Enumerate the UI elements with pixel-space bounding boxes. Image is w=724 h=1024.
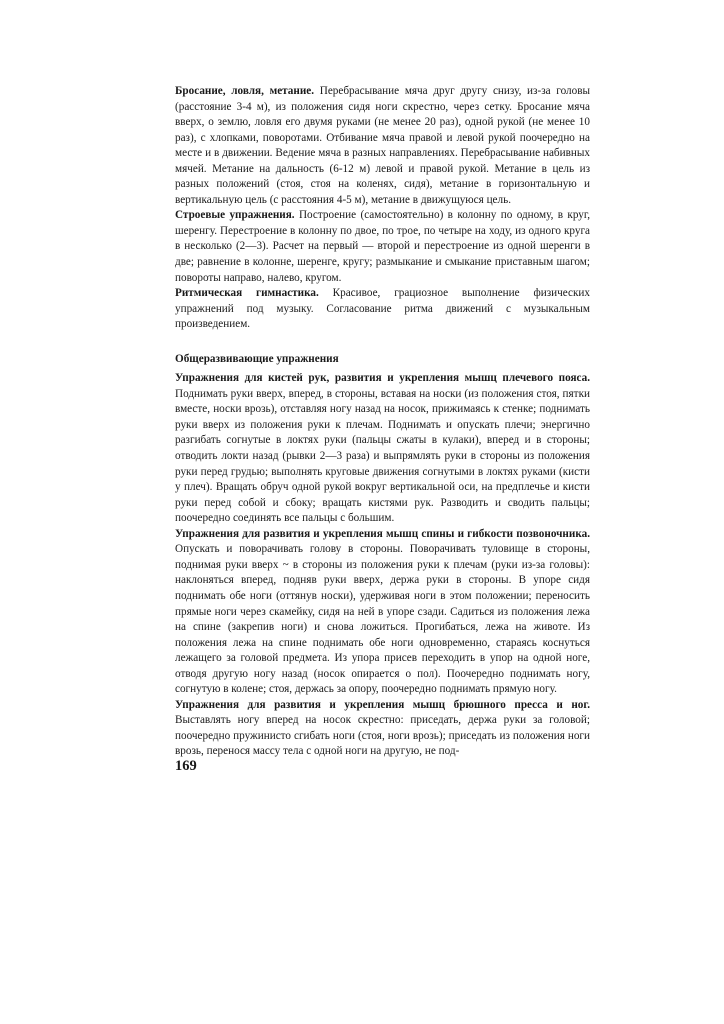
paragraph-text: Красивое, грациозное выполнение физических упражнений под музыку. Согласование ритма движений с музыкальным произведением. — [175, 287, 590, 331]
paragraph-title: Ритмическая гимнастика. — [175, 287, 319, 300]
paragraph-back — [175, 527, 590, 698]
text-block-1 — [175, 84, 590, 333]
paragraph-drill — [175, 208, 590, 286]
text-block-2 — [175, 371, 590, 760]
paragraph-text: Выставлять ногу вперед на носок скрестно: приседать, держа руки за головой; поочередно пружинисто сгибать ноги (стоя, ноги врозь); приседать из положения ноги врозь, перенося массу тела с одной ноги на другую, не под- — [175, 714, 590, 758]
paragraph-text: Поднимать руки вверх, вперед, в стороны, вставая на носки (из положения стоя, пятки вместе, носки врозь), отставляя ногу назад на носок, прижимаясь к стенке; поднимать руки вверх из положения руки к плечам. Поднимать и опускать плечи; энергично разгибать согнутые в локтях руки (пальцы сжаты в кулаки), вперед и в стороны; отводить локти назад (рывки 2—3 раза) и выпрямлять руки в стороны из положения руки перед грудью; выполнять круговые движения согнутыми в локтях руками (кисти у плеч). Вращать обруч одной рукой вокруг вертикальной оси, на предплечье и кисти руки перед собой и сбоку; вращать кистями рук. Разводить и сводить пальцы; поочередно соединять все пальцы с большим. — [175, 387, 590, 525]
paragraph-text: Перебрасывание мяча друг другу снизу, из-за головы (расстояние 3-4 м), из положения сидя ноги скрестно, через сетку. Бросание мяча вверх, о землю, ловля его двумя руками (не менее 20 раз), одной рукой (не менее 10 раз), с хлопками, поворотами. Отбивание мяча правой и левой рукой поочередно на месте и в движении. Ведение мяча в разных направлениях. Перебрасывание набивных мячей. Метание на дальность (6-12 м) левой и правой рукой. Метание в цель из разных положений (стоя, стоя на коленях, сидя), метание в горизонтальную и вертикальную цель (с расстояния 4-5 м), метание в движущуюся цель. — [175, 85, 591, 206]
page-number: 169 — [175, 758, 197, 774]
paragraph-title: Упражнения для кистей рук, развития и укрепления мышц плечевого пояса. — [175, 372, 590, 385]
paragraph-title: Строевые упражнения. — [175, 209, 295, 222]
paragraph-abs — [175, 698, 590, 760]
section-heading: Общеразвивающие упражнения — [175, 352, 339, 365]
paragraph-throwing — [175, 84, 590, 208]
paragraph-title: Упражнения для развития и укрепления мышц спины и гибкости позвоночника. — [175, 527, 590, 540]
paragraph-title: Упражнения для развития и укрепления мышц брюшного пресса и ног. — [175, 698, 590, 711]
paragraph-text: Построение (самостоятельно) в колонну по одному, в круг, шеренгу. Перестроение в колонну по двое, по трое, по четыре на ходу, из одного круга в несколько (2—3). Расчет на первый — второй и перестроение из одной шеренги в две; равнение в колонне, шеренге, кругу; размыкание и смыкание приставным шагом; повороты направо, налево, кругом. — [175, 209, 590, 284]
paragraph-rhythmic — [175, 286, 590, 333]
paragraph-arms — [175, 371, 590, 526]
page-content — [175, 84, 590, 760]
paragraph-text: Опускать и поворачивать голову в стороны. Поворачивать туловище в стороны, поднимая руки вверх ~ в стороны из положения руки к плечам (руки из-за головы): наклоняться вперед, подняв руки вверх, держа руки в стороны. В упоре сидя поднимать обе ноги (оттянув носки), удерживая ноги в этом положении; переносить прямые ноги через скамейку, сидя на ней в упоре сзади. Садиться из положения лежа на спине (закрепив ноги) и снова ложиться. Прогибаться, лежа на животе. Из положения лежа на спине поднимать обе ноги одновременно, стараясь коснуться лежащего за головой предмета. Из упора присев переходить в упор на одной ноге, отводя другую ногу назад (носок опирается о пол). Поочередно поднимать ногу, согнутую в колене; стоя, держась за опору, поочередно поднимать прямую ногу. — [175, 543, 590, 696]
paragraph-title: Бросание, ловля, метание. — [175, 85, 315, 97]
